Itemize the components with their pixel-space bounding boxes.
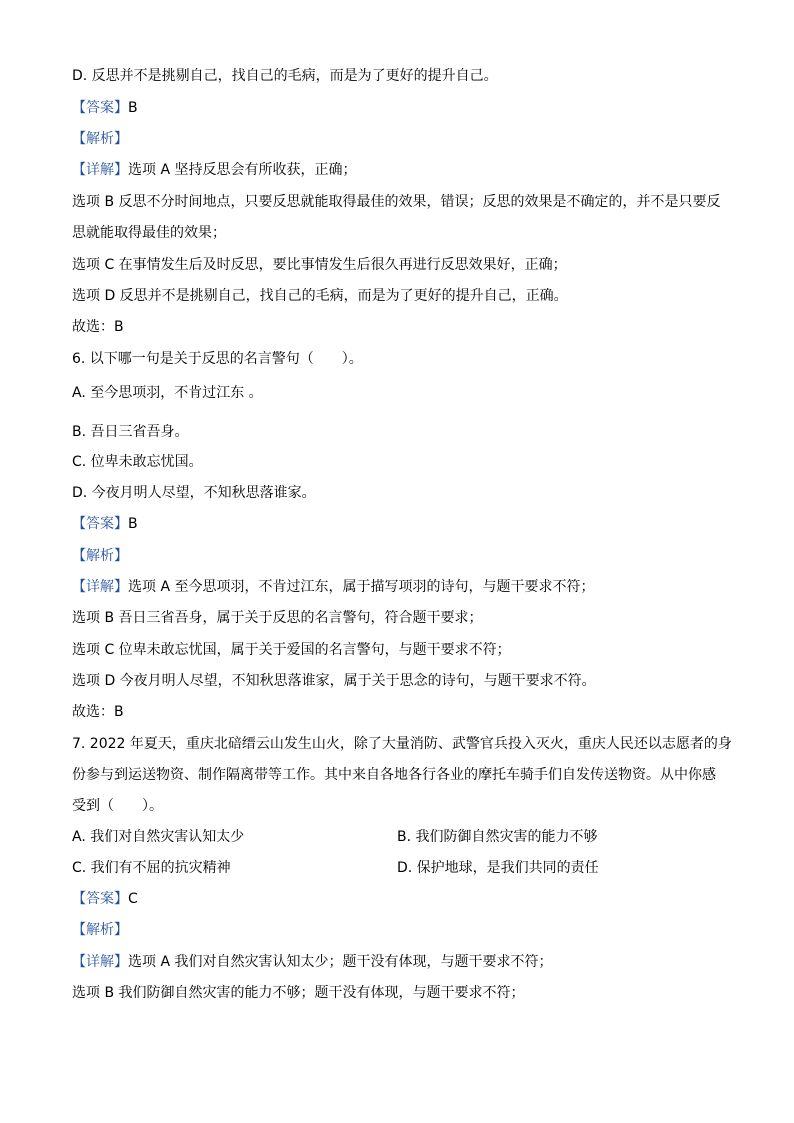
final-choice-line: 故选：B <box>72 319 124 335</box>
explanation-line: 选项 B 反思不分时间地点，只要反思就能取得最佳的效果，错误；反思的效果是不确定的，并不是只要反 <box>72 194 721 210</box>
option-a-line: A. 至今思项羽，不肯过江东 。 <box>72 385 263 401</box>
explanation-line: 选项 B 我们防御自然灾害的能力不够；题干没有体现，与题干要求不符； <box>72 985 525 1001</box>
answer-line <box>72 99 138 117</box>
answer-value: C <box>128 891 138 907</box>
explanation-line: 选项 C 在事情发生后及时反思，要比事情发生后很久再进行反思效果好，正确； <box>72 257 567 273</box>
detail-text: 选项 A 我们对自然灾害认知太少；题干没有体现，与题干要求不符； <box>128 954 553 970</box>
analysis-line <box>72 547 128 565</box>
answer-line <box>72 890 138 908</box>
explanation-line: 选项 D 今夜月明人尽望，不知秋思落谁家，属于关于思念的诗句，与题干要求不符。 <box>72 673 596 689</box>
question-6-stem: 6. 以下哪一句是关于反思的名言警句（ ）。 <box>72 351 363 367</box>
detail-tag: 【详解】 <box>72 579 128 595</box>
answer-value: B <box>128 100 138 116</box>
answer-line <box>72 515 138 533</box>
explanation-line: 选项 D 反思并不是挑剔自己，找自己的毛病，而是为了更好的提升自己，正确。 <box>72 288 568 304</box>
option-c-line: C. 我们有不屈的抗灾精神 <box>72 860 231 876</box>
option-a-line: A. 我们对自然灾害认知太少 <box>72 829 245 845</box>
question-7-stem: 份参与到运送物资、制作隔离带等工作。其中来自各地各行各业的摩托车骑手们自发传送物资。从中你感 <box>72 767 716 783</box>
explanation-line: 思就能取得最佳的效果； <box>72 225 226 241</box>
answer-value: B <box>128 516 138 532</box>
question-7-stem: 受到（ ）。 <box>72 798 163 814</box>
option-c-line: C. 位卑未敢忘忧国。 <box>72 454 203 470</box>
analysis-tag: 【解析】 <box>72 131 128 147</box>
option-b-line: B. 吾日三省吾身。 <box>72 424 189 440</box>
option-b-line: B. 我们防御自然灾害的能力不够 <box>397 829 598 845</box>
analysis-line <box>72 921 128 939</box>
option-d-line: D. 反思并不是挑剔自己，找自己的毛病，而是为了更好的提升自己。 <box>72 68 498 84</box>
detail-text: 选项 A 坚持反思会有所收获，正确； <box>128 162 357 178</box>
detail-text: 选项 A 至今思项羽，不肯过江东，属于描写项羽的诗句，与题干要求不符； <box>128 579 595 595</box>
option-d-line: D. 保护地球，是我们共同的责任 <box>397 860 599 876</box>
detail-line <box>72 953 552 971</box>
analysis-tag: 【解析】 <box>72 548 128 564</box>
answer-tag: 【答案】 <box>72 100 128 116</box>
analysis-tag: 【解析】 <box>72 922 128 938</box>
final-choice-line: 故选：B <box>72 704 124 720</box>
detail-line <box>72 578 594 596</box>
explanation-line: 选项 B 吾日三省吾身，属于关于反思的名言警句，符合题干要求； <box>72 610 483 626</box>
answer-tag: 【答案】 <box>72 891 128 907</box>
explanation-line: 选项 C 位卑未敢忘忧国，属于关于爱国的名言警句，与题干要求不符； <box>72 642 511 658</box>
detail-line <box>72 161 356 179</box>
detail-tag: 【详解】 <box>72 954 128 970</box>
question-7-stem: 7. 2022 年夏天，重庆北碚缙云山发生山火，除了大量消防、武警官兵投入灭火，重庆人民还以志愿者的身 <box>72 736 732 752</box>
option-d-line: D. 今夜月明人尽望，不知秋思落谁家。 <box>72 485 316 501</box>
detail-tag: 【详解】 <box>72 162 128 178</box>
analysis-line <box>72 130 128 148</box>
answer-tag: 【答案】 <box>72 516 128 532</box>
